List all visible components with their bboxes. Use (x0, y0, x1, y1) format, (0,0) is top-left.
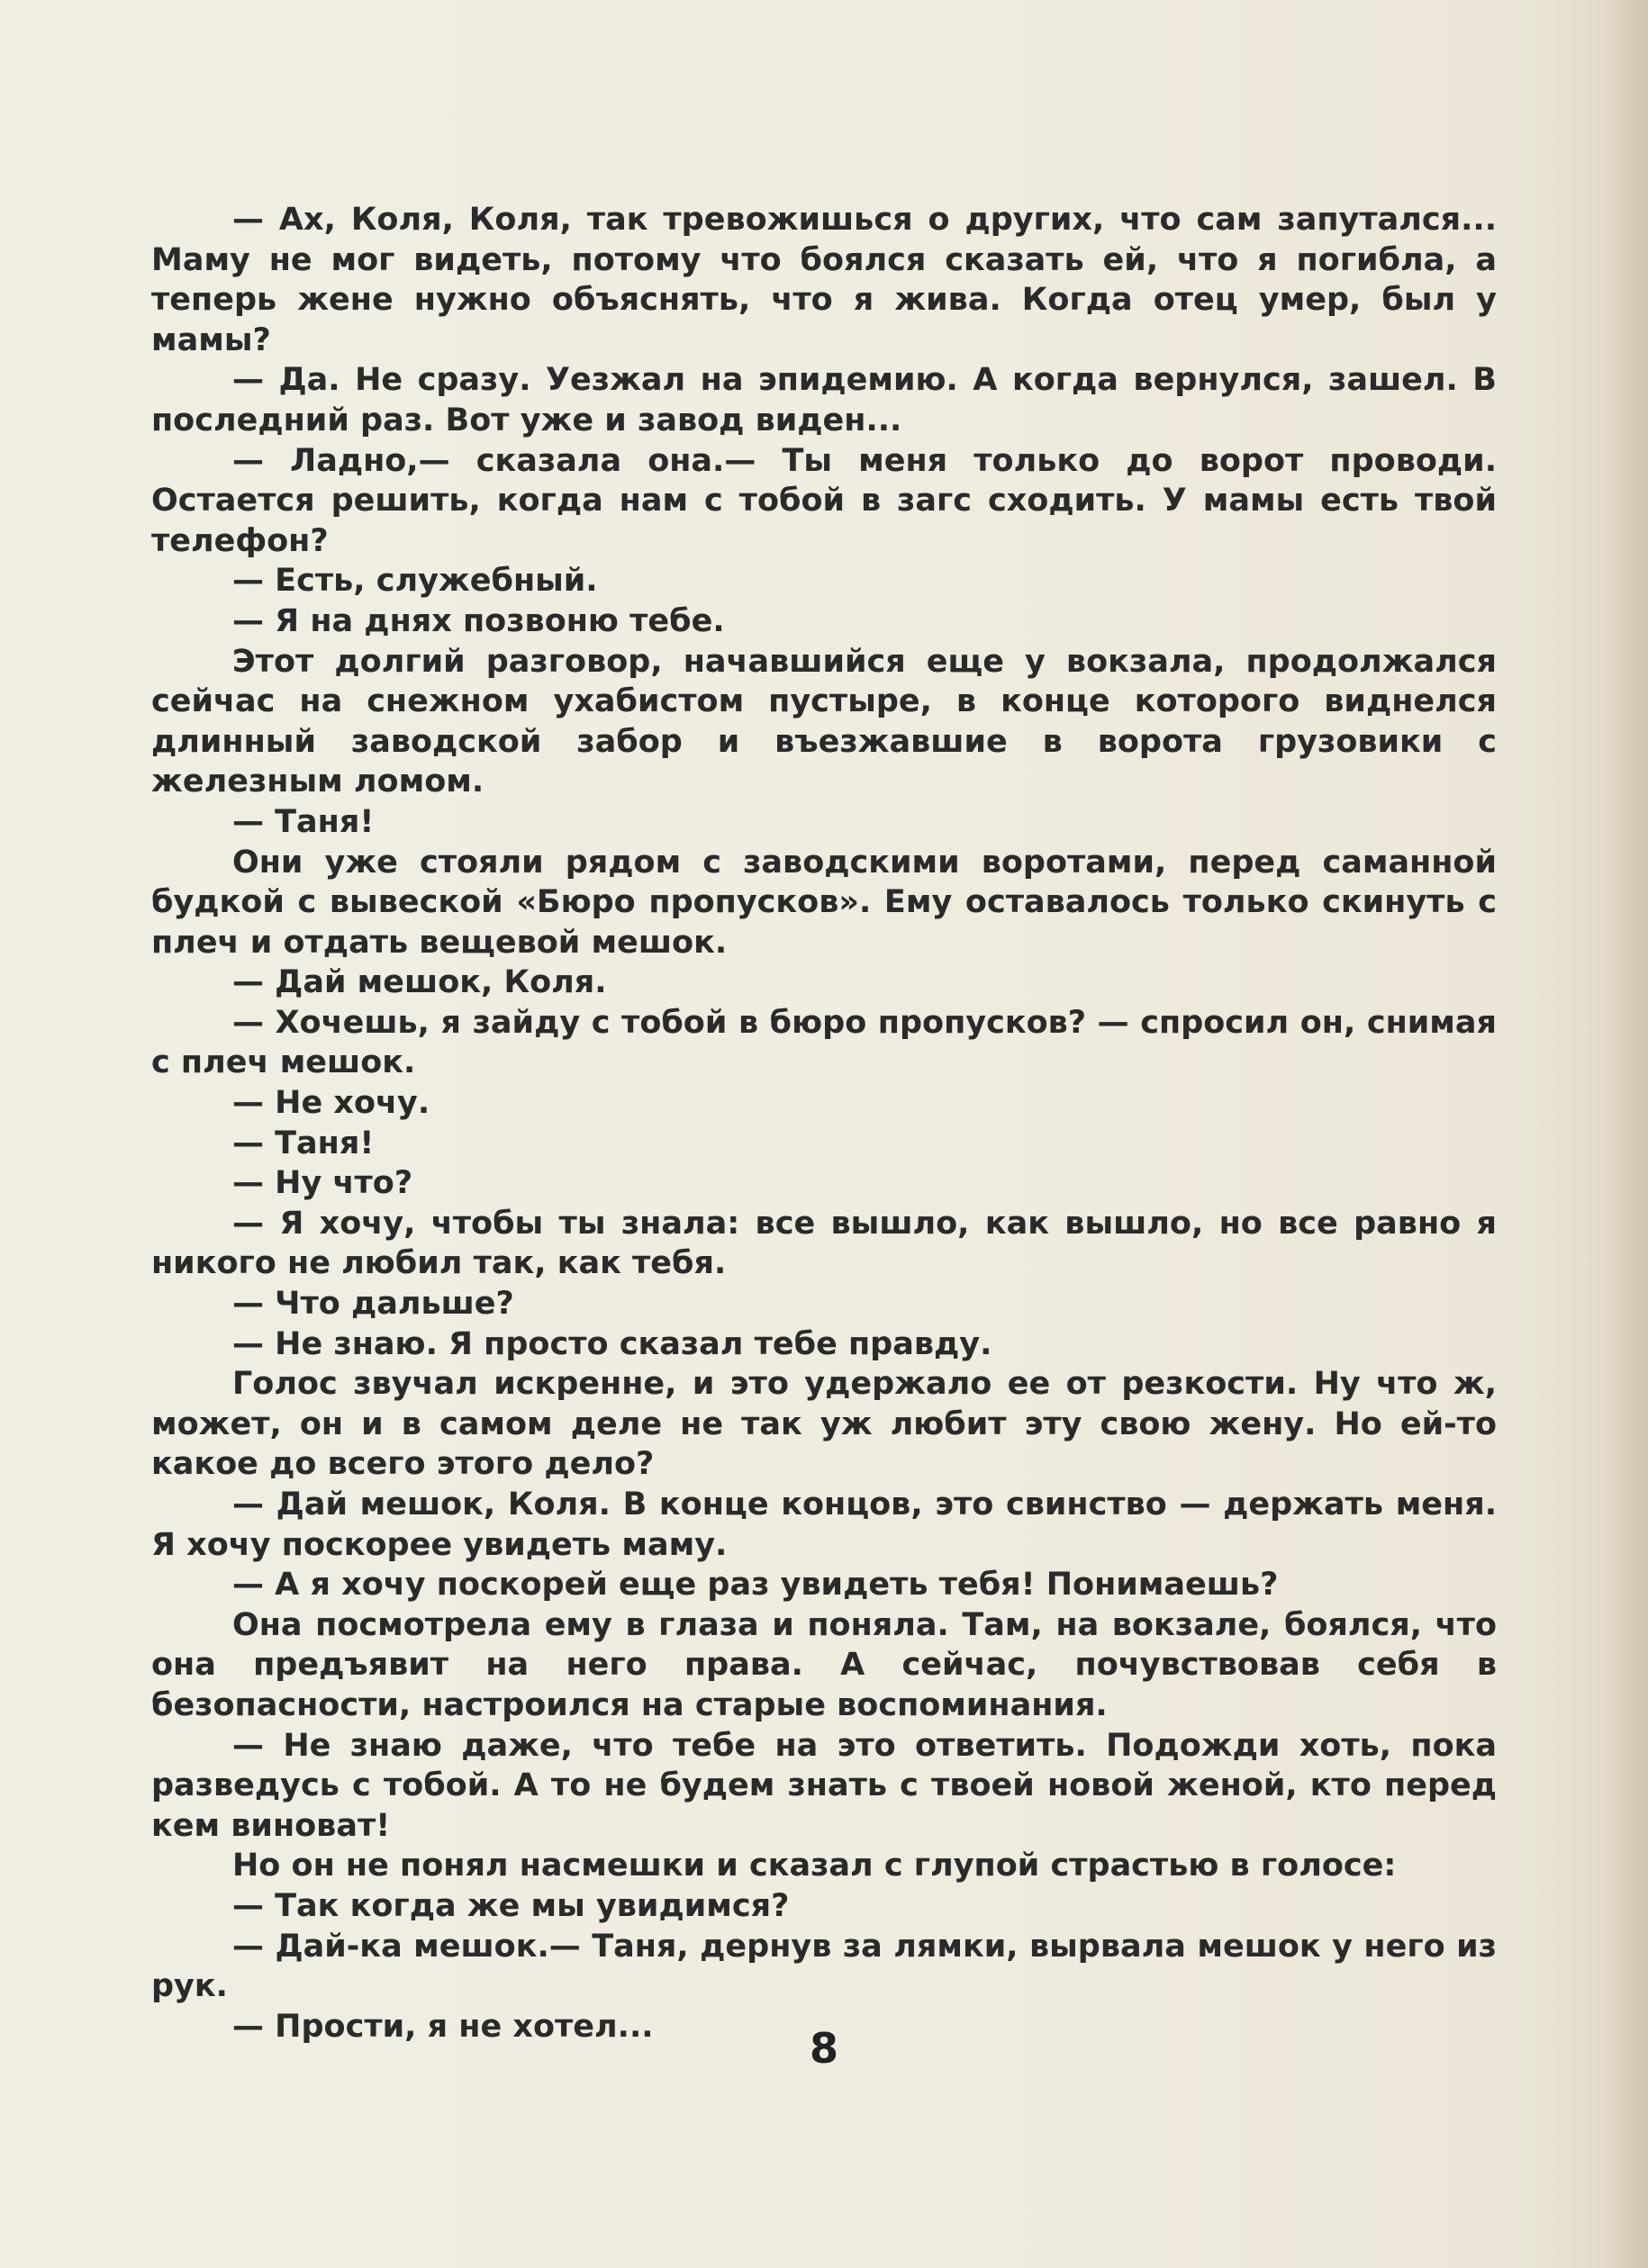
paragraph: — Дай мешок, Коля. В конце концов, это свинство — держать меня. Я хочу поскорее увидеть маму. (151, 1486, 1497, 1563)
paragraph: — Что дальше? (232, 1286, 514, 1323)
paragraph: — Да. Не сразу. Уезжал на эпидемию. А когда вернулся, зашел. В последний раз. Вот уже и завод виден... (151, 362, 1497, 438)
paragraph: Они уже стояли рядом с заводскими воротами, перед саманной будкой с вывеской «Бюро пропусков». Ему оставалось только скинуть с плеч и отдать вещевой мешок. (151, 844, 1497, 961)
paragraph: — Я на днях позвоню тебе. (232, 602, 725, 639)
paragraph: — Таня! (232, 803, 375, 840)
paragraph: Она посмотрела ему в глаза и поняла. Там, на вокзале, боялся, что она предъявит на него права. А сейчас, почувствовав себя в безопасности, настроился на старые воспоминания. (151, 1606, 1497, 1723)
paragraph: — Ах, Коля, Коля, так тревожишься о других, что сам запутался... Маму не мог видеть, потому что боялся сказать ей, что я погибла, а теперь жене нужно объяснять, что я жива. Когда отец умер, был у мамы? (151, 202, 1497, 358)
paragraph: — Ну что? (232, 1165, 413, 1202)
paragraph: — Так когда же мы увидимся? (232, 1887, 790, 1924)
page-edge-shadow (1607, 0, 1648, 2268)
paragraph: — Хочешь, я зайду с тобой в бюро пропусков? — спросил он, снимая с плеч мешок. (151, 1004, 1497, 1081)
paragraph: — Таня! (232, 1125, 375, 1161)
paragraph: — Прости, я не хотел... (232, 2008, 654, 2045)
body-text (151, 200, 1497, 2047)
paragraph: Но он не понял насмешки и сказал с глупой страстью в голосе: (232, 1848, 1397, 1884)
paragraph: — Дай мешок, Коля. (232, 964, 607, 1001)
paragraph: Этот долгий разговор, начавшийся еще у вокзала, продолжался сейчас на снежном ухабистом пустыре, в конце которого виднелся длинный заводской забор и въезжавшие в ворота грузовики с железным ломом. (151, 643, 1497, 800)
paragraph: — Я хочу, чтобы ты знала: все вышло, как вышло, но все равно я никого не любил так, как тебя. (151, 1205, 1497, 1282)
paragraph: — Ладно,— сказала она.— Ты меня только до ворот проводи. Остается решить, когда нам с тобой в загс сходить. У мамы есть твой телефон? (151, 442, 1497, 559)
paragraph: Голос звучал искренне, и это удержало ее от резкости. Ну что ж, может, он и в самом деле не так уж любит эту свою жену. Но ей-то какое до всего этого дело? (151, 1366, 1497, 1483)
page-number: 8 (809, 2024, 838, 2073)
paragraph: — Не знаю даже, что тебе на это ответить. Подожди хоть, пока разведусь с тобой. А то не будем знать с твоей новой женой, кто перед кем виноват! (151, 1727, 1497, 1844)
paragraph: — А я хочу поскорей еще раз увидеть тебя! Понимаешь? (232, 1567, 1279, 1604)
paragraph: — Дай-ка мешок.— Таня, дернув за лямки, вырвала мешок у него из рук. (151, 1928, 1497, 2005)
paragraph: — Есть, служебный. (232, 563, 598, 600)
paragraph: — Не хочу. (232, 1085, 430, 1122)
paragraph: — Не знаю. Я просто сказал тебе правду. (232, 1325, 992, 1362)
